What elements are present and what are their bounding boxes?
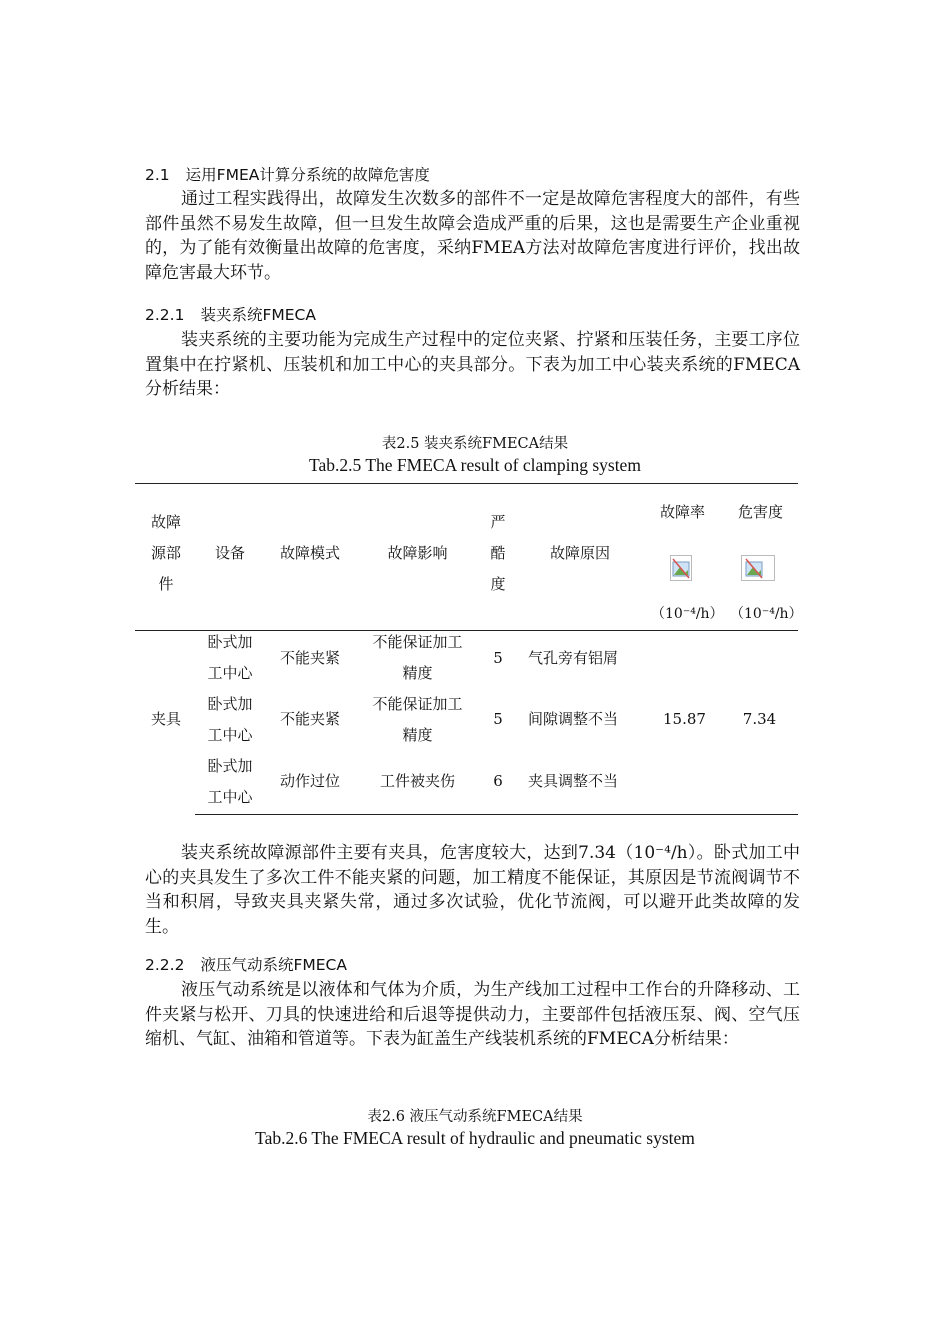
- paragraph-after-table: 装夹系统故障源部件主要有夹具，危害度较大，达到7.34（10⁻⁴/h）。卧式加工中心的夹具发生了多次工件不能夹紧的问题，加工精度不能保证，其原因是节流阀调节不当和积屑，导致夹具夹紧失常，通过多次试验，优化节流阀，可以避开此类故障的发生。: [145, 843, 800, 937]
- table-row-1-effect: [365, 627, 470, 689]
- header-cause: 故障原因: [549, 544, 610, 562]
- header-source-line: 故障: [150, 513, 181, 531]
- broken-image-icon: [741, 555, 775, 581]
- table-row-2-mode: 不能夹紧: [279, 710, 340, 728]
- header-severity-line: 酷: [490, 544, 506, 562]
- header-rate-unit: （10⁻⁴/h）: [651, 606, 724, 622]
- table-caption-en: Tab.2.5 The FMECA result of clamping system: [309, 455, 641, 475]
- effect-line: 不能保证加工: [372, 633, 463, 651]
- header-severity: [485, 507, 511, 600]
- cell-source-part: 夹具: [150, 710, 181, 728]
- table-bottom-rule: [195, 814, 798, 815]
- table-top-rule: [135, 483, 798, 484]
- effect-line: 精度: [402, 664, 433, 682]
- equipment-line: 工中心: [207, 726, 253, 744]
- section-number: 2.1: [145, 166, 170, 184]
- table-row-2-severity: 5: [493, 710, 503, 728]
- header-severity-line: 严: [490, 513, 506, 531]
- table-caption-cn: 表2.6 液压气动系统FMECA结果: [367, 1109, 583, 1125]
- header-equipment: 设备: [214, 544, 245, 562]
- header-criticality-unit: （10⁻⁴/h）: [730, 606, 803, 622]
- table-row-3-mode: 动作过位: [279, 772, 340, 790]
- header-source: [146, 507, 186, 600]
- cell-rate-value: 15.87: [663, 710, 706, 728]
- table-row-2-effect: [365, 689, 470, 751]
- header-severity-line: 度: [490, 575, 506, 593]
- paragraph-2-1: 通过工程实践得出，故障发生次数多的部件不一定是故障危害程度大的部件，有些部件虽然不易发生故障，但一旦发生故障会造成严重的后果，这也是需要生产企业重视的，为了能有效衡量出故障的危害度，采纳FMEA方法对故障危害度进行评价，找出故障危害最大环节。: [145, 189, 800, 283]
- section-number: 2.2.1: [145, 306, 185, 324]
- paragraph-2-2-1: 装夹系统的主要功能为完成生产过程中的定位夹紧、拧紧和压装任务，主要工序位置集中在拧紧机、压装机和加工中心的夹具部分。下表为加工中心装夹系统的FMECA分析结果：: [145, 330, 800, 399]
- paragraph-2-2-2: 液压气动系统是以液体和气体为介质，为生产线加工过程中工作台的升降移动、工件夹紧与松开、刀具的快速进给和后退等提供动力，主要部件包括液压泵、阀、空气压缩机、气缸、油箱和管道等。下表为缸盖生产线装机系统的FMECA分析结果：: [145, 980, 800, 1049]
- table-row-3-equipment: [200, 751, 260, 813]
- section-heading-2-1: [145, 163, 430, 185]
- section-heading-2-2-2: [145, 953, 347, 975]
- broken-image-icon: [670, 555, 692, 581]
- section-number: 2.2.2: [145, 956, 185, 974]
- header-effect: 故障影响: [387, 544, 448, 562]
- table-caption-en: Tab.2.6 The FMECA result of hydraulic and pneumatic system: [255, 1128, 695, 1148]
- table-caption-cn: 表2.5 装夹系统FMECA结果: [381, 436, 569, 452]
- table-row-2-cause: 间隙调整不当: [528, 710, 619, 728]
- header-source-line: 件: [158, 575, 174, 593]
- table-row-1-equipment: [200, 627, 260, 689]
- equipment-line: 工中心: [207, 664, 253, 682]
- cell-criticality-value: 7.34: [742, 710, 777, 728]
- section-title: 装夹系统FMECA: [200, 306, 316, 324]
- table-row-1-severity: 5: [493, 649, 503, 667]
- table-row-1-cause: 气孔旁有铝屑: [528, 649, 619, 667]
- section-title: 液压气动系统FMECA: [200, 956, 347, 974]
- header-mode: 故障模式: [279, 544, 340, 562]
- equipment-line: 工中心: [207, 788, 253, 806]
- equipment-line: 卧式加: [207, 695, 253, 713]
- header-rate: 故障率: [659, 503, 705, 521]
- header-source-line: 源部: [150, 544, 181, 562]
- table-row-1-mode: 不能夹紧: [279, 649, 340, 667]
- effect-line: 不能保证加工: [372, 695, 463, 713]
- table-row-3-effect: 工件被夹伤: [379, 772, 455, 790]
- section-heading-2-2-1: [145, 303, 316, 325]
- section-title: 运用FMEA计算分系统的故障危害度: [185, 166, 430, 184]
- header-criticality: 危害度: [737, 503, 783, 521]
- table-row-3-cause: 夹具调整不当: [528, 772, 619, 790]
- equipment-line: 卧式加: [207, 757, 253, 775]
- table-row-3-severity: 6: [493, 772, 503, 790]
- table-row-2-equipment: [200, 689, 260, 751]
- equipment-line: 卧式加: [207, 633, 253, 651]
- effect-line: 精度: [402, 726, 433, 744]
